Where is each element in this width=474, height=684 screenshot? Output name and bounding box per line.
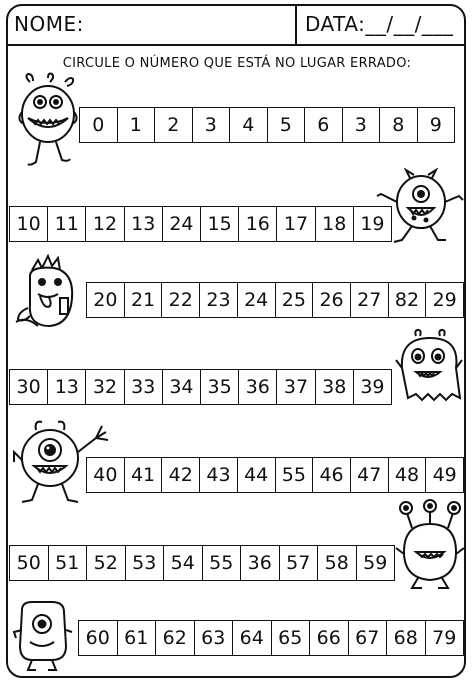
number-cell[interactable]: 68 xyxy=(387,621,426,655)
number-cell[interactable]: 10 xyxy=(10,207,48,241)
number-cell[interactable]: 4 xyxy=(230,108,268,142)
monster-6-icon xyxy=(394,498,466,592)
number-cell[interactable]: 29 xyxy=(432,289,457,311)
header-vertical-divider xyxy=(295,4,297,45)
number-cell[interactable]: 33 xyxy=(125,370,163,404)
number-cell[interactable]: 36 xyxy=(239,370,277,404)
number-cell[interactable]: 13 xyxy=(125,207,163,241)
number-cell[interactable]: 3 xyxy=(193,108,231,142)
number-cell[interactable]: 47 xyxy=(351,458,389,492)
monster-5-icon xyxy=(12,418,112,508)
number-cell[interactable]: 42 xyxy=(162,458,200,492)
number-cell[interactable]: 82 xyxy=(389,283,427,317)
number-cell[interactable]: 46 xyxy=(313,458,351,492)
name-label: NOME: xyxy=(14,12,84,36)
number-cell[interactable]: 5 xyxy=(268,108,306,142)
number-row-7 xyxy=(78,620,464,656)
instruction-text: CIRCULE O NÚMERO QUE ESTÁ NO LUGAR ERRADO: xyxy=(62,56,412,71)
number-cell[interactable]: 51 xyxy=(49,546,88,580)
number-cell[interactable]: 41 xyxy=(125,458,163,492)
number-cell[interactable]: 34 xyxy=(163,370,201,404)
number-cell[interactable]: 12 xyxy=(86,207,124,241)
number-cell[interactable]: 62 xyxy=(156,621,195,655)
monster-4-icon xyxy=(394,328,464,408)
number-cell[interactable]: 3 xyxy=(343,108,381,142)
number-cell[interactable]: 20 xyxy=(87,283,125,317)
number-cell[interactable]: 55 xyxy=(276,458,314,492)
number-cell[interactable]: 9 xyxy=(429,114,442,136)
number-cell[interactable]: 13 xyxy=(48,370,86,404)
number-row-5 xyxy=(86,457,464,493)
number-cell[interactable]: 79 xyxy=(432,627,457,649)
number-cell[interactable]: 57 xyxy=(280,546,319,580)
number-cell[interactable]: 24 xyxy=(238,283,276,317)
number-cell[interactable]: 58 xyxy=(318,546,357,580)
number-row-3 xyxy=(86,282,464,318)
number-cell[interactable]: 22 xyxy=(162,283,200,317)
number-cell[interactable]: 55 xyxy=(203,546,242,580)
number-cell[interactable]: 65 xyxy=(272,621,311,655)
number-row-1 xyxy=(79,107,455,143)
number-cell[interactable]: 30 xyxy=(10,370,48,404)
number-row-4 xyxy=(9,369,392,405)
header-divider-line xyxy=(6,44,466,46)
date-label: DATA:__/__/___ xyxy=(305,12,454,36)
number-cell[interactable]: 49 xyxy=(432,464,457,486)
number-cell[interactable]: 53 xyxy=(126,546,165,580)
monster-3-icon xyxy=(10,252,82,332)
number-cell[interactable]: 0 xyxy=(80,108,118,142)
number-cell[interactable]: 6 xyxy=(305,108,343,142)
number-cell[interactable]: 39 xyxy=(360,376,385,398)
number-cell[interactable]: 61 xyxy=(118,621,157,655)
number-cell[interactable]: 2 xyxy=(155,108,193,142)
number-cell[interactable]: 8 xyxy=(380,108,418,142)
number-cell[interactable]: 32 xyxy=(86,370,124,404)
number-cell[interactable]: 59 xyxy=(363,552,388,574)
number-cell[interactable]: 44 xyxy=(238,458,276,492)
number-cell[interactable]: 50 xyxy=(10,546,49,580)
number-cell[interactable]: 60 xyxy=(79,621,118,655)
number-cell[interactable]: 21 xyxy=(125,283,163,317)
number-cell[interactable]: 26 xyxy=(313,283,351,317)
number-cell[interactable]: 23 xyxy=(200,283,238,317)
number-row-6 xyxy=(9,545,395,581)
number-cell[interactable]: 64 xyxy=(233,621,272,655)
monster-1-icon xyxy=(18,72,78,172)
number-cell[interactable]: 35 xyxy=(201,370,239,404)
number-cell[interactable]: 48 xyxy=(389,458,427,492)
number-cell[interactable]: 24 xyxy=(163,207,201,241)
monster-7-icon xyxy=(10,596,74,674)
number-cell[interactable]: 19 xyxy=(360,213,385,235)
number-cell[interactable]: 1 xyxy=(118,108,156,142)
number-cell[interactable]: 36 xyxy=(241,546,280,580)
number-cell[interactable]: 54 xyxy=(164,546,203,580)
number-cell[interactable]: 15 xyxy=(201,207,239,241)
number-cell[interactable]: 37 xyxy=(277,370,315,404)
number-cell[interactable]: 25 xyxy=(276,283,314,317)
number-cell[interactable]: 18 xyxy=(316,207,354,241)
number-cell[interactable]: 27 xyxy=(351,283,389,317)
number-cell[interactable]: 43 xyxy=(200,458,238,492)
number-cell[interactable]: 66 xyxy=(310,621,349,655)
number-cell[interactable]: 40 xyxy=(87,458,125,492)
number-cell[interactable]: 63 xyxy=(195,621,234,655)
number-cell[interactable]: 11 xyxy=(48,207,86,241)
number-row-2 xyxy=(9,206,392,242)
number-cell[interactable]: 67 xyxy=(349,621,388,655)
number-cell[interactable]: 52 xyxy=(87,546,126,580)
number-cell[interactable]: 16 xyxy=(239,207,277,241)
number-cell[interactable]: 17 xyxy=(277,207,315,241)
monster-2-icon xyxy=(376,168,466,248)
number-cell[interactable]: 38 xyxy=(316,370,354,404)
